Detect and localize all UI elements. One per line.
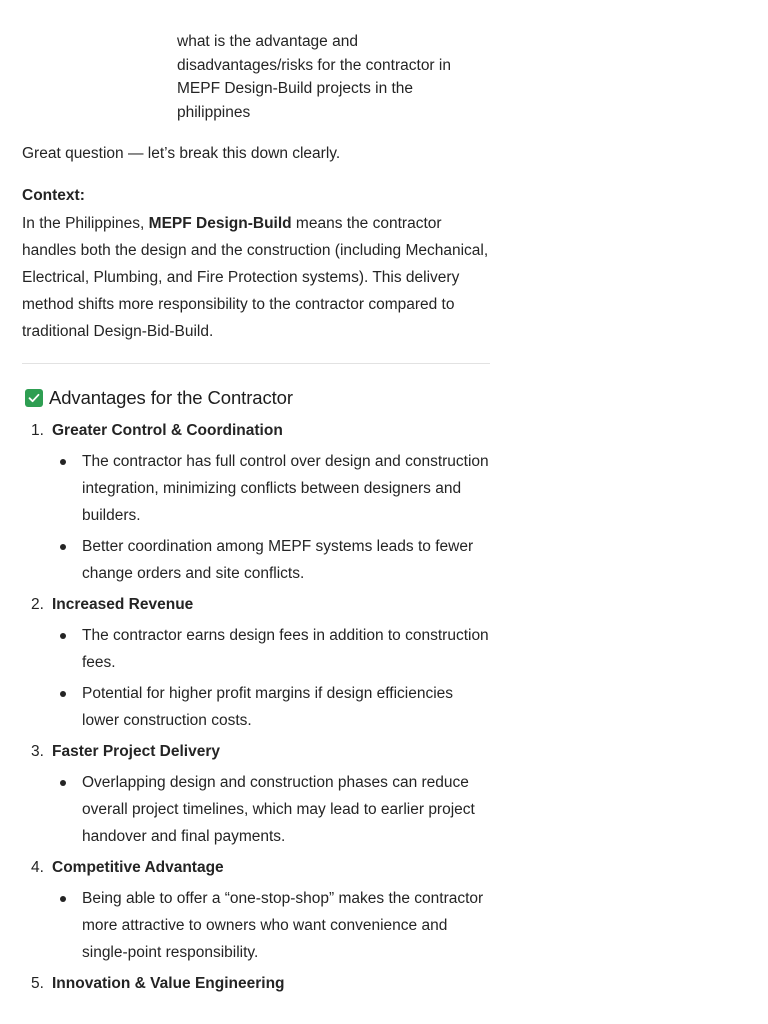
check-mark-button-icon	[25, 389, 43, 407]
advantage-number: 4.	[31, 859, 44, 876]
advantage-number: 3.	[31, 743, 44, 760]
advantage-number: 1.	[31, 422, 44, 439]
advantage-item	[22, 970, 490, 997]
bullet-item: Being able to offer a “one-stop-shop” makes the contractor more attractive to owners who want convenience and single-point responsibility.	[52, 885, 490, 966]
bullet-item: Potential for higher profit margins if design efficiencies lower construction costs.	[52, 680, 490, 734]
bullet-item: The contractor has full control over design and construction integration, minimizing conflicts between designers and builders.	[52, 448, 490, 529]
advantages-list	[22, 417, 490, 997]
advantage-bullets	[52, 622, 490, 734]
advantage-number: 5.	[31, 975, 44, 992]
context-text-before: In the Philippines,	[22, 215, 149, 232]
context-bold-term: MEPF Design-Build	[148, 215, 292, 232]
advantage-title: Increased Revenue	[52, 596, 194, 613]
advantage-item	[22, 738, 490, 850]
context-label: Context:	[22, 187, 85, 204]
advantage-title: Innovation & Value Engineering	[52, 975, 285, 992]
advantage-number: 2.	[31, 596, 44, 613]
user-message: what is the advantage and disadvantages/risks for the contractor in MEPF Design-Build projects in the philippines	[177, 33, 451, 121]
advantage-item	[22, 417, 490, 587]
context-paragraph	[22, 210, 490, 345]
advantage-bullets	[52, 769, 490, 850]
advantages-heading	[22, 384, 490, 411]
advantage-title: Competitive Advantage	[52, 859, 224, 876]
advantage-title: Faster Project Delivery	[52, 743, 221, 760]
assistant-response	[22, 140, 490, 1001]
advantage-title: Greater Control & Coordination	[52, 422, 283, 439]
advantage-item	[22, 591, 490, 734]
advantage-item	[22, 854, 490, 966]
section-divider	[22, 363, 490, 364]
bullet-item: The contractor earns design fees in addition to construction fees.	[52, 622, 490, 676]
intro-text: Great question — let’s break this down clearly.	[22, 145, 341, 162]
advantages-title: Advantages for the Contractor	[49, 387, 293, 408]
advantage-bullets	[52, 448, 490, 587]
context-text-after: means the contractor handles both the design and the construction (including Mechanical, Electrical, Plumbing, and Fire Protection systems). This delivery method shifts more responsibility to the contractor compared to traditional Design-Bid-Build.	[22, 215, 489, 340]
bullet-item: Better coordination among MEPF systems leads to fewer change orders and site conflicts.	[52, 533, 490, 587]
bullet-item: Overlapping design and construction phases can reduce overall project timelines, which may lead to earlier project handover and final payments.	[52, 769, 490, 850]
advantage-bullets	[52, 885, 490, 966]
